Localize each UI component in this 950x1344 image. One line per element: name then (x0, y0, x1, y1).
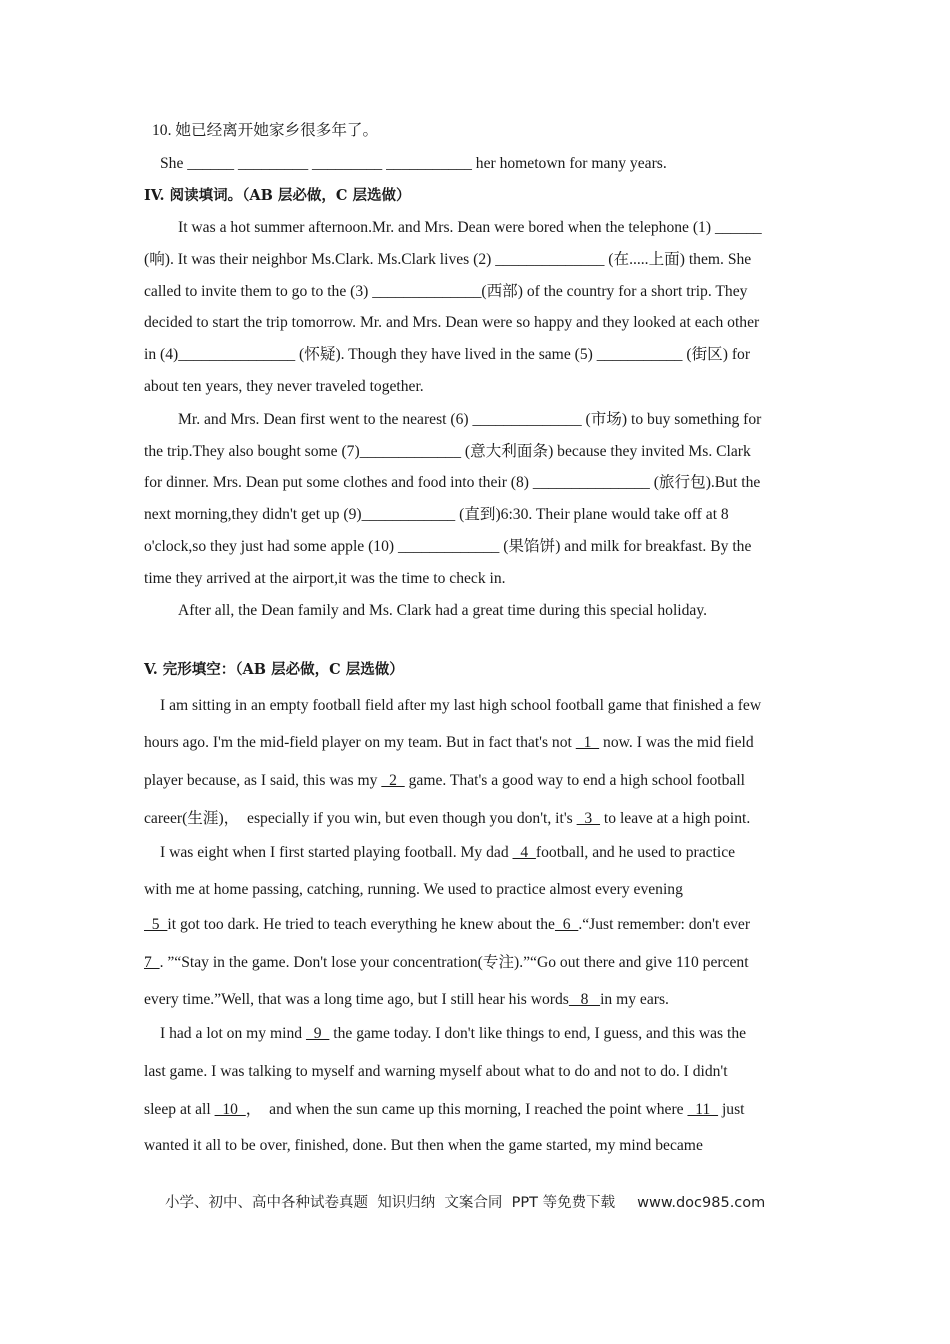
cloze-text: sleep at all (144, 1101, 215, 1118)
cloze-text: it got too dark. He tried to teach everything he knew about the (167, 916, 555, 933)
passage-iv-line: After all, the Dean family and Ms. Clark had a great time during this special holiday. (178, 602, 708, 619)
passage-iv-line: Mr. and Mrs. Dean first went to the nearest (6) ______________ (市场) to buy something for (178, 411, 762, 428)
cloze-text: player because, as I said, this was my (144, 772, 382, 789)
cloze-blank-9: 9 (305, 1025, 330, 1042)
passage-iv-line: for dinner. Mrs. Dean put some clothes and food into their (8) _______________ (旅行包).But the (144, 474, 761, 491)
footer-text: 小学、初中、高中各种试卷真题 知识归纳 文案合同 PPT 等免费下载 (165, 1195, 616, 1211)
cloze-blank-11: 11 (687, 1101, 719, 1118)
cloze-text: game. That's a good way to end a high school football (404, 772, 746, 789)
cloze-text: ， and when the sun came up this morning, I reached the point where (245, 1101, 688, 1118)
cloze-line: with me at home passing, catching, running. We used to practice almost every evening (144, 881, 683, 898)
page-footer (165, 1191, 765, 1212)
cloze-text: every time.”Well, that was a long time ago, but I still hear his words (144, 991, 569, 1008)
footer-url[interactable]: www.doc985.com (637, 1195, 766, 1211)
cloze-text: in my ears. (600, 991, 669, 1008)
passage-iv-line: decided to start the trip tomorrow. Mr. and Mrs. Dean were so happy and they looked at each other (144, 314, 760, 331)
cloze-blank-4: 4 (512, 844, 536, 861)
cloze-text: to leave at a high point. (600, 810, 751, 827)
passage-iv-line: the trip.They also bought some (7)_____________ (意大利面条) because they invited Ms. Clark (144, 443, 751, 460)
passage-iv-line: next morning,they didn't get up (9)____________ (直到)6:30. Their plane would take off at 8 (144, 506, 729, 523)
section-iv-heading: IV. 阅读填词。（AB 层必做，C 层选做） (144, 187, 411, 204)
cloze-line: I am sitting in an empty football field after my last high school football game that finished a few (160, 697, 762, 714)
cloze-line (144, 990, 669, 1010)
cloze-text: I was eight when I first started playing football. My dad (160, 844, 513, 861)
cloze-blank-3: 3 (576, 810, 601, 827)
cloze-blank-8: 8 (568, 991, 601, 1008)
passage-iv-line: called to invite them to go to the (3) ______________(西部) of the country for a short trip. They (144, 283, 748, 300)
cloze-text: . ”“Stay in the game. Don't lose your concentration(专注).”“Go out there and give 110 percent (159, 954, 749, 971)
cloze-blank-6: 6 (554, 916, 579, 933)
cloze-line (144, 809, 750, 829)
cloze-blank-2: 2 (381, 772, 405, 789)
cloze-blank-1: 1 (575, 734, 600, 751)
cloze-line (144, 1100, 745, 1120)
passage-iv-line: o'clock,so they just had some apple (10) _____________ (果馅饼) and milk for breakfast. By the (144, 538, 752, 555)
cloze-text: career(生涯)， especially if you win, but even though you don't, it's (144, 810, 577, 827)
cloze-line: wanted it all to be over, finished, done. But then when the game started, my mind became (144, 1137, 703, 1154)
cloze-text: I had a lot on my mind (160, 1025, 306, 1042)
cloze-line (160, 843, 735, 863)
cloze-text: hours ago. I'm the mid-field player on my team. But in fact that's not (144, 734, 576, 751)
cloze-line (144, 771, 745, 791)
passage-iv-line: in (4)_______________ (怀疑). Though they have lived in the same (5) ___________ (街区) for (144, 346, 751, 363)
cloze-text: now. I was the mid field (599, 734, 754, 751)
cloze-blank-5: 5 (144, 916, 168, 933)
cloze-blank-10: 10 (214, 1101, 246, 1118)
passage-iv-line: It was a hot summer afternoon.Mr. and Mrs. Dean were bored when the telephone (1) ______ (178, 219, 762, 236)
passage-iv-line: about ten years, they never traveled together. (144, 378, 424, 395)
passage-iv-line: (响). It was their neighbor Ms.Clark. Ms.Clark lives (2) ______________ (在.....上面) them. She (144, 251, 752, 268)
passage-iv-line: time they arrived at the airport,it was the time to check in. (144, 570, 506, 587)
question-10-chinese: 10. 她已经离开她家乡很多年了。 (152, 122, 379, 139)
section-v-heading: V. 完形填空：（AB 层必做，C 层选做） (144, 661, 404, 678)
cloze-line: last game. I was talking to myself and warning myself about what to do and not to do. I didn't (144, 1063, 728, 1080)
question-10-blank-line: She ______ _________ _________ ___________ her hometown for many years. (160, 155, 667, 172)
cloze-text: football, and he used to practice (535, 844, 736, 861)
cloze-line (144, 733, 754, 753)
cloze-text: .“Just remember: don't ever (578, 916, 751, 933)
cloze-text: the game today. I don't like things to end, I guess, and this was the (329, 1025, 747, 1042)
cloze-blank-7: 7 (144, 954, 160, 971)
cloze-line (144, 953, 749, 973)
cloze-text: just (718, 1101, 745, 1118)
cloze-line (160, 1024, 746, 1044)
cloze-line (144, 915, 750, 935)
